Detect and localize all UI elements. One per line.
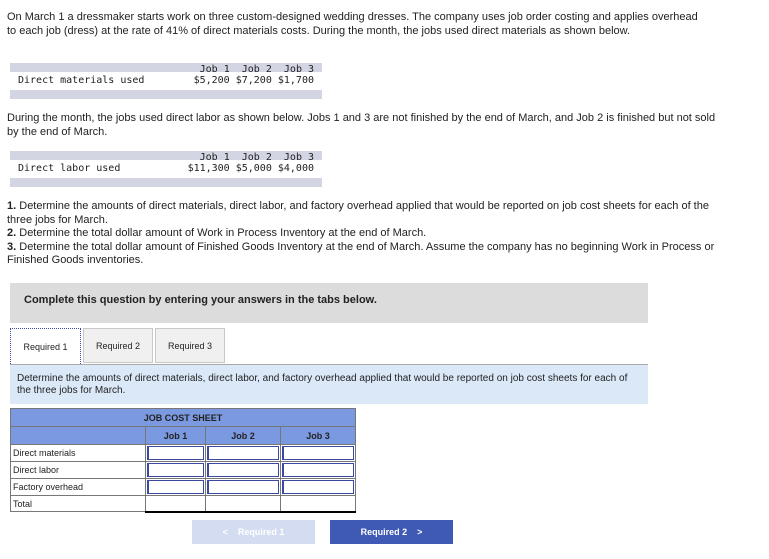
factory-overhead-job3-input[interactable] [282, 480, 354, 494]
intro-text: On March 1 a dressmaker starts work on three custom-designed wedding dresses. The company uses job order costing and applies overhead to each job (dress) at the rate of 41% of direct materials costs. During the month, the jobs used direct materials as shown below. [7, 11, 698, 37]
materials-values: $5,200 $7,200 $1,700 [193, 75, 314, 86]
job-cost-sheet [10, 408, 356, 513]
question-2: 2. Determine the total dollar amount of Work in Process Inventory at the end of March. [7, 227, 427, 239]
tab-required-2[interactable]: Required 2 [83, 328, 153, 363]
questions [7, 200, 717, 268]
tab-required-3[interactable]: Required 3 [155, 328, 225, 363]
chevron-right-icon: > [417, 527, 423, 537]
total-job3 [281, 496, 356, 512]
direct-labor-job3-input[interactable] [282, 463, 354, 477]
sheet-title: JOB COST SHEET [11, 409, 356, 427]
col-job-2: Job 2 [206, 427, 281, 445]
materials-label: Direct materials used [18, 75, 145, 86]
labor-header: Job 1 Job 2 Job 3 [199, 152, 314, 163]
question-1: 1. Determine the amounts of direct materials, direct labor, and factory overhead applied that would be reported on job cost sheets for each of the three jobs for March. [7, 200, 709, 226]
col-job-3: Job 3 [281, 427, 356, 445]
blank-header [11, 427, 146, 445]
materials-header: Job 1 Job 2 Job 3 [199, 64, 314, 75]
row-label-direct-labor: Direct labor [11, 462, 146, 479]
row-label-total: Total [11, 496, 146, 512]
direct-materials-job2-input[interactable] [207, 446, 279, 460]
labor-label: Direct labor used [18, 163, 121, 174]
chevron-left-icon: < [222, 527, 228, 537]
direct-labor-job2-input[interactable] [207, 463, 279, 477]
row-label-factory-overhead: Factory overhead [11, 479, 146, 496]
complete-banner [10, 283, 648, 323]
direct-materials-job3-input[interactable] [282, 446, 354, 460]
next-label: Required 2 [360, 527, 408, 537]
materials-table [10, 63, 322, 99]
total-job2 [206, 496, 281, 512]
labor-table [10, 151, 322, 187]
direct-labor-job1-input[interactable] [147, 463, 204, 477]
factory-overhead-job1-input[interactable] [147, 480, 204, 494]
next-button[interactable] [330, 520, 453, 544]
prev-label: Required 1 [237, 527, 285, 537]
prev-button[interactable] [192, 520, 315, 544]
question-3: 3. Determine the total dollar amount of Finished Goods Inventory at the end of March. Assume the company has no beginning Work in Process or Finished Goods inventories. [7, 240, 715, 266]
col-job-1: Job 1 [146, 427, 206, 445]
labor-intro: During the month, the jobs used direct labor as shown below. Jobs 1 and 3 are not finished by the end of March, and Job 2 is finished but not sold by the end of March. [7, 112, 716, 138]
complete-note: Complete this question by entering your answers in the tabs below. [24, 294, 377, 306]
tab-required-1[interactable]: Required 1 [10, 328, 81, 364]
direct-materials-job1-input[interactable] [147, 446, 204, 460]
factory-overhead-job2-input[interactable] [207, 480, 279, 494]
instruction-box: Determine the amounts of direct materials, direct labor, and factory overhead applied that would be reported on job cost sheets for each of the three jobs for March. [10, 364, 648, 404]
total-job1 [146, 496, 206, 512]
labor-values: $11,300 $5,000 $4,000 [187, 163, 314, 174]
row-label-direct-materials: Direct materials [11, 445, 146, 462]
